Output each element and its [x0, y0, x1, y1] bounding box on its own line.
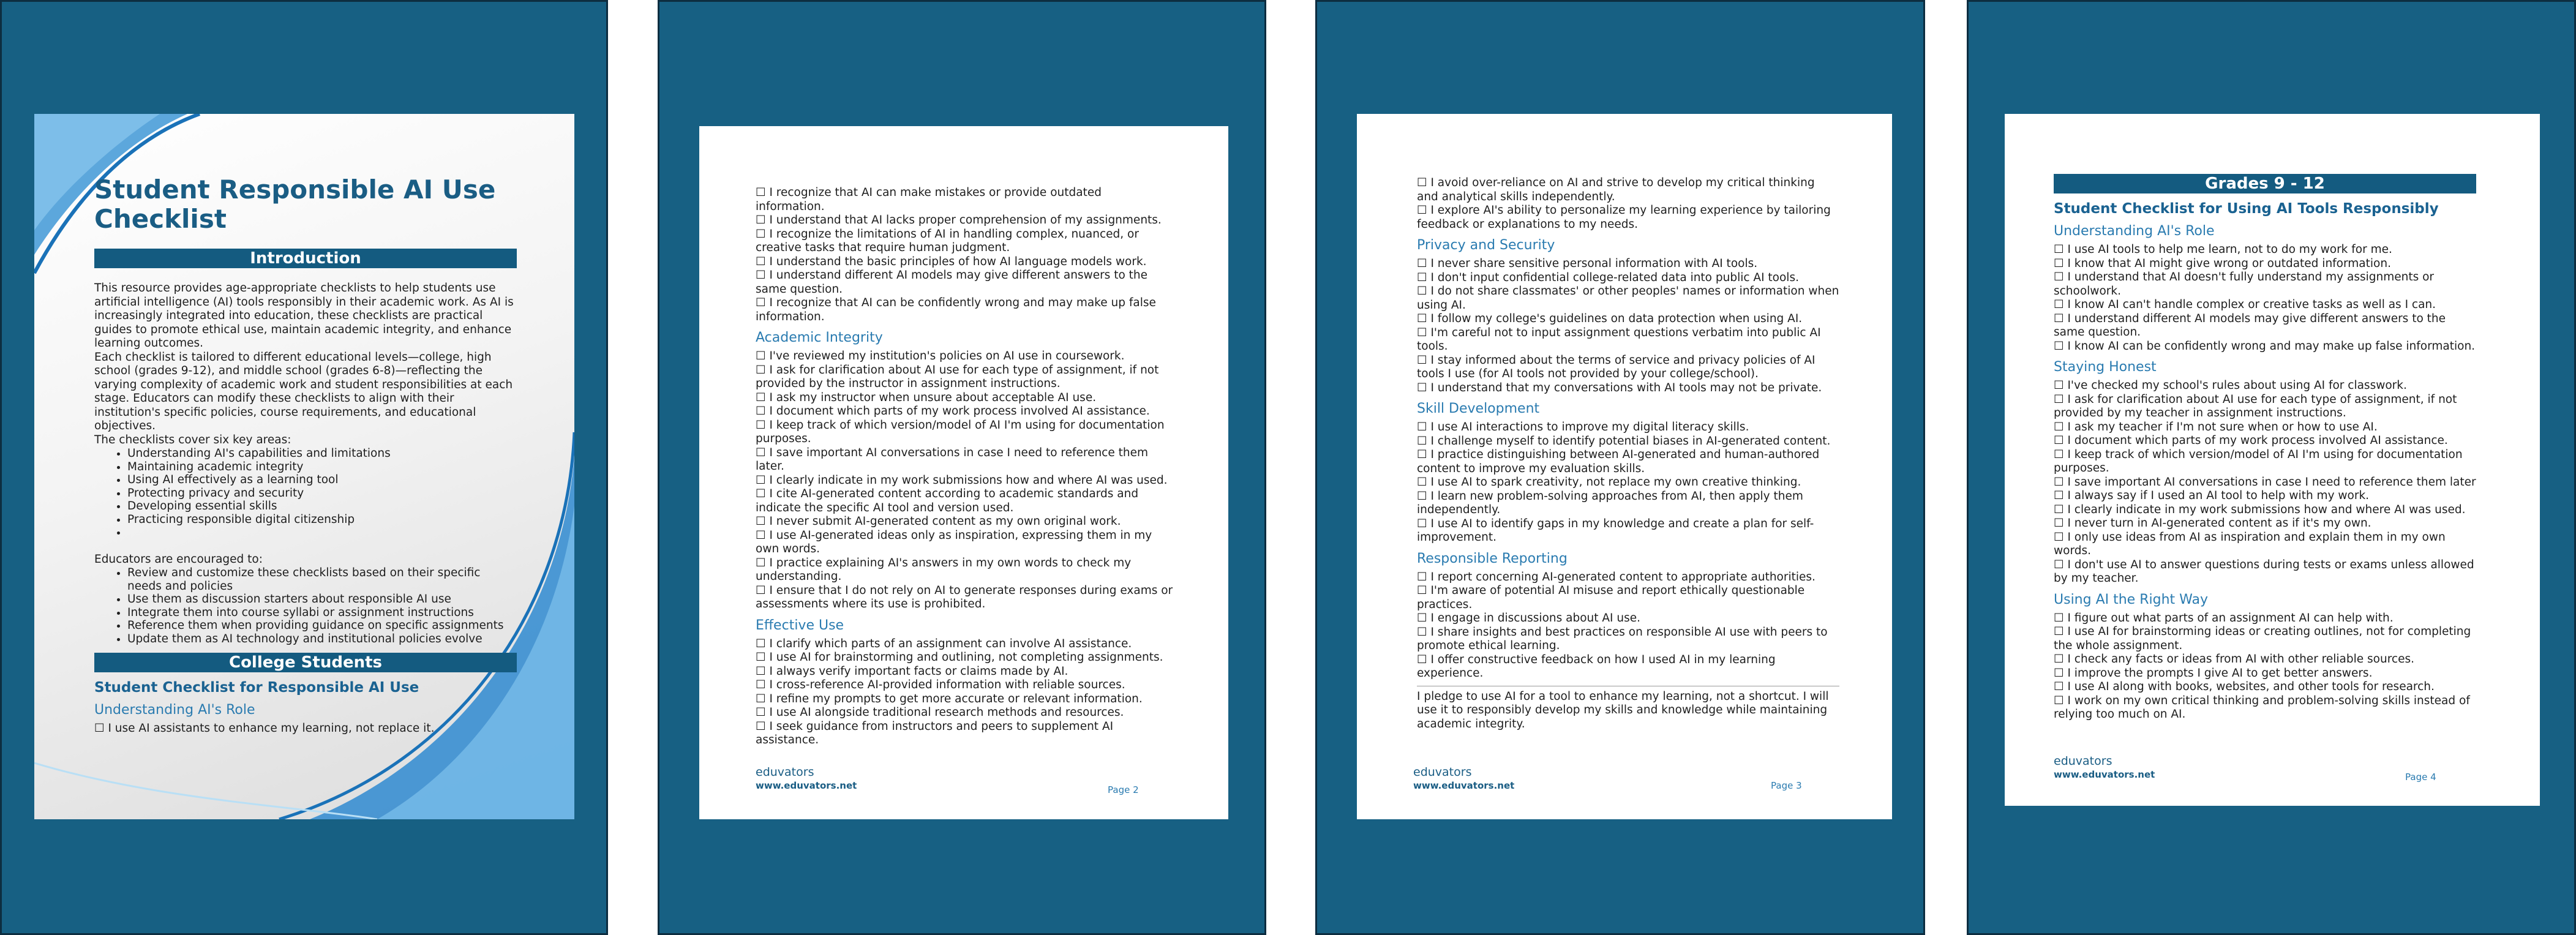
checklist-item: ☐ I ask for clarification about AI use for each type of assignment, if not provided by the instructor in assignment instructions. — [756, 363, 1159, 390]
section-heading-staying-honest: Staying Honest — [2054, 359, 2157, 375]
document-page-3 — [1357, 114, 1892, 819]
checklist-item: ☐ I don't use AI to answer questions during tests or exams unless allowed by my teacher. — [2054, 558, 2474, 585]
footer-logo — [1413, 765, 1514, 792]
checklist-item: ☐ I engage in discussions about AI use. — [1417, 612, 1641, 625]
document-page-1 — [34, 114, 574, 819]
checklist-item: ☐ I understand the basic principles of how AI language models work. — [756, 255, 1147, 268]
checklist-item: ☐ I use AI tools to help me learn, not to do my work for me. — [2054, 243, 2392, 256]
checklist-item: ☐ I'm aware of potential AI misuse and report ethically questionable practices. — [1417, 584, 1805, 611]
checklist-item: ☐ I've reviewed my institution's policies on AI use in coursework. — [756, 350, 1125, 362]
checklist-item: ☐ I recognize the limitations of AI in handling complex, nuanced, or creative tasks that require human judgment. — [756, 227, 1139, 254]
checklist-item: ☐ I check any facts or ideas from AI with other reliable sources. — [2054, 653, 2414, 666]
checklist-item: ☐ I stay informed about the terms of service and privacy policies of AI tools I use (for AI tools not provided by your college/school). — [1417, 353, 1816, 380]
list-item — [127, 526, 517, 539]
checklist-item: ☐ I seek guidance from instructors and peers to supplement AI assistance. — [756, 719, 1114, 746]
checklist-item: ☐ I recognize that AI can be confidently wrong and may make up false information. — [756, 296, 1156, 323]
list-item: • Developing essential skills — [127, 500, 517, 513]
list-item: • Using AI effectively as a learning tool — [127, 473, 517, 487]
footer-url: www.eduvators.net — [756, 780, 857, 791]
checklist-item: ☐ I save important AI conversations in case I need to reference them later — [2054, 475, 2476, 489]
list-item: • Use them as discussion starters about responsible AI use — [127, 593, 517, 606]
checklist-item: ☐ I cross-reference AI-provided information with reliable sources. — [756, 678, 1125, 691]
checklist-item: ☐ I clearly indicate in my work submissions how and where AI was used. — [2054, 503, 2466, 516]
checklist-item: ☐ I offer constructive feedback on how I used AI in my learning experience. — [1417, 653, 1776, 680]
checklist-item: ☐ I use AI along with books, websites, and other tools for research. — [2054, 680, 2435, 693]
pledge-text: I pledge to use AI for a tool to enhance my learning, not a shortcut. I will use it to responsibly develop my skills and knowledge while maintaining academic integrity. — [1417, 689, 1829, 730]
checklist-item: ☐ I understand that my conversations with AI tools may not be private. — [1417, 381, 1822, 394]
checklist-title: Student Checklist for Using AI Tools Responsibly — [2054, 201, 2439, 217]
checklist-item: ☐ I use AI to spark creativity, not replace my own creative thinking. — [1417, 476, 1801, 489]
checklist-item: ☐ I save important AI conversations in case I need to reference them later. — [756, 446, 1148, 473]
areas-intro: The checklists cover six key areas: — [94, 433, 291, 446]
footer-logo — [2054, 754, 2155, 781]
checklist-item: ☐ I keep track of which version/model of AI I'm using for documentation purposes. — [756, 418, 1165, 445]
list-item: • Maintaining academic integrity — [127, 460, 517, 474]
bottom-swoosh-line-2 — [34, 763, 377, 819]
section-heading-privacy-security: Privacy and Security — [1417, 238, 1555, 253]
checklist-item: ☐ I use AI interactions to improve my digital literacy skills. — [1417, 421, 1749, 434]
checklist-item: ☐ I improve the prompts I give AI to get better answers. — [2054, 666, 2373, 680]
document-page-4 — [2005, 114, 2540, 806]
checklist-item: ☐ I understand that AI doesn't fully understand my assignments or schoolwork. — [2054, 271, 2435, 298]
list-item: • Protecting privacy and security — [127, 487, 517, 500]
page-number: Page 3 — [1771, 780, 1802, 791]
checklist-item: ☐ I never share sensitive personal information with AI tools. — [1417, 257, 1758, 270]
checklist-item: ☐ I practice distinguishing between AI-generated and human-authored content to improve my evaluation skills. — [1417, 448, 1820, 475]
checklist-item: ☐ I understand that AI lacks proper comprehension of my assignments. — [756, 214, 1162, 227]
checklist-item: ☐ I share insights and best practices on responsible AI use with peers to promote ethical learning. — [1417, 625, 1828, 652]
checklist-item: ☐ I know AI can't handle complex or creative tasks as well as I can. — [2054, 298, 2436, 311]
checklist-item: ☐ I explore AI's ability to personalize my learning experience by tailoring feedback or explanations to my needs. — [1417, 204, 1831, 231]
checklist-item: ☐ I document which parts of my work process involved AI assistance. — [2054, 434, 2448, 447]
checklist-item: ☐ I know AI can be confidently wrong and may make up false information. — [2054, 339, 2476, 353]
section-bar-introduction: Introduction — [94, 249, 517, 268]
logo-text: eduvators — [756, 765, 814, 779]
checklist-item: ☐ I figure out what parts of an assignment AI can help with. — [2054, 611, 2394, 625]
list-item: • Integrate them into course syllabi or assignment instructions — [127, 606, 517, 620]
checklist-item: ☐ I know that AI might give wrong or outdated information. — [2054, 257, 2391, 270]
logo-text: eduvators — [1413, 765, 1472, 779]
checklist-item: ☐ I clarify which parts of an assignment can involve AI assistance. — [756, 637, 1132, 650]
list-item: • Reference them when providing guidance on specific assignments — [127, 619, 517, 633]
logo-text: eduvators — [2054, 754, 2112, 768]
section-heading-effective-use: Effective Use — [756, 617, 844, 633]
list-item: • Update them as AI technology and institutional policies evolve — [127, 633, 517, 646]
checklist-item: ☐ I recognize that AI can make mistakes or provide outdated information. — [756, 186, 1102, 213]
checklist-item: ☐ I clearly indicate in my work submissions how and where AI was used. — [756, 473, 1168, 487]
section-heading-academic-integrity: Academic Integrity — [756, 330, 883, 345]
checklist-title: Student Checklist for Responsible AI Use — [94, 680, 419, 696]
checklist-item: ☐ I'm careful not to input assignment questions verbatim into public AI tools. — [1417, 326, 1821, 353]
page-number: Page 4 — [2405, 772, 2436, 783]
checklist-item: ☐ I do not share classmates' or other peoples' names or information when using AI. — [1417, 285, 1839, 312]
footer-url: www.eduvators.net — [2054, 769, 2155, 780]
checklist-item: ☐ I only use ideas from AI as inspiration and explain them in my own words. — [2054, 530, 2446, 557]
list-item: • Understanding AI's capabilities and limitations — [127, 447, 517, 460]
intro-paragraph-1: This resource provides age-appropriate checklists to help students use artificial intelligence (AI) tools responsibly in their academic work. As AI is increasingly integrated into education, these checklists are practical guides to promote ethical use, maintain academic integrity, and enhance learning outcomes. — [94, 282, 514, 350]
list-item: • Review and customize these checklists based on their specific needs and policies — [127, 566, 517, 593]
checklist-item: ☐ I follow my college's guidelines on data protection when using AI. — [1417, 312, 1803, 325]
checklist-item: ☐ I don't input confidential college-related data into public AI tools. — [1417, 271, 1799, 284]
checklist-item: ☐ I never submit AI-generated content as my own original work. — [756, 515, 1121, 528]
checklist-item: ☐ I ask my instructor when unsure about acceptable AI use. — [756, 391, 1097, 404]
checklist-item: ☐ I cite AI-generated content according to academic standards and indicate the specific AI tool and version used. — [756, 487, 1139, 514]
intro-paragraph-2: Each checklist is tailored to different educational levels—college, high school (grades 9-12), and middle school (grades 6-8)—reflecting the varying complexity of academic work and student responsibilities at each stage. Educators can modify these checklists to align with their institution's specific policies, course requirements, and educational objectives. — [94, 350, 513, 432]
checklist-item: ☐ I ensure that I do not rely on AI to generate responses during exams or assessments where its use is prohibited. — [756, 584, 1173, 610]
section-heading: Understanding AI's Role — [94, 702, 255, 718]
checklist-item: ☐ I ask my teacher if I'm not sure when or how to use AI. — [2054, 420, 2378, 434]
educators-list — [94, 566, 517, 645]
checklist-item: ☐ I challenge myself to identify potential biases in AI-generated content. — [1417, 434, 1831, 448]
section-bar-grades: Grades 9 - 12 — [2054, 174, 2476, 193]
section-heading-ai-role: Understanding AI's Role — [2054, 223, 2215, 239]
section-heading-skill-development: Skill Development — [1417, 401, 1540, 416]
checklist-item: ☐ I refine my prompts to get more accurate or relevant information. — [756, 692, 1143, 705]
checklist-item: ☐ I ask for clarification about AI use for each type of assignment, if not provided by my teacher in assignment instructions. — [2054, 392, 2457, 419]
section-heading-responsible-reporting: Responsible Reporting — [1417, 550, 1568, 566]
checklist-item: ☐ I use AI for brainstorming and outlining, not completing assignments. — [756, 651, 1163, 664]
checklist-item: ☐ I never turn in AI-generated content as if it's my own. — [2054, 517, 2371, 530]
document-title: Student Responsible AI Use Checklist — [94, 175, 496, 234]
checklist-item: ☐ I learn new problem-solving approaches from AI, then apply them independently. — [1417, 489, 1803, 516]
footer-logo — [756, 765, 857, 792]
checklist-item: ☐ I use AI to identify gaps in my knowledge and create a plan for self-improvement. — [1417, 517, 1814, 544]
checklist-item: ☐ I keep track of which version/model of AI I'm using for documentation purposes. — [2054, 448, 2463, 475]
checklist-item: ☐ I work on my own critical thinking and problem-solving skills instead of relying too much on AI. — [2054, 694, 2470, 721]
checklist-item: ☐ I use AI alongside traditional research methods and resources. — [756, 706, 1124, 719]
educators-intro: Educators are encouraged to: — [94, 552, 263, 566]
checklist-item: ☐ I've checked my school's rules about using AI for classwork. — [2054, 379, 2407, 392]
checklist-item: ☐ I always verify important facts or claims made by AI. — [756, 664, 1068, 678]
checklist-item: ☐ I use AI assistants to enhance my learning, not replace it. — [94, 722, 435, 735]
footer-url: www.eduvators.net — [1413, 780, 1515, 791]
list-item: • Practicing responsible digital citizenship — [127, 513, 517, 527]
document-page-2 — [699, 126, 1228, 819]
checklist-item: ☐ I understand different AI models may give different answers to the same question. — [2054, 312, 2446, 339]
section-bar-college: College Students — [94, 653, 517, 672]
section-heading-right-way: Using AI the Right Way — [2054, 591, 2208, 607]
page-number: Page 2 — [1108, 784, 1139, 795]
checklist-item: ☐ I always say if I used an AI tool to help with my work. — [2054, 489, 2370, 502]
checklist-item: ☐ I practice explaining AI's answers in my own words to check my understanding. — [756, 556, 1132, 583]
checklist-item: ☐ I report concerning AI-generated content to appropriate authorities. — [1417, 570, 1816, 584]
checklist-item: ☐ I understand different AI models may give different answers to the same question. — [756, 269, 1148, 296]
checklist-item: ☐ I use AI for brainstorming ideas or creating outlines, not for completing the whole assignment. — [2054, 625, 2471, 652]
key-areas-list — [94, 447, 517, 539]
checklist-item: ☐ I avoid over-reliance on AI and strive to develop my critical thinking and analytical skills independently. — [1417, 176, 1815, 203]
checklist-item: ☐ I document which parts of my work process involved AI assistance. — [756, 405, 1150, 418]
checklist-item: ☐ I use AI-generated ideas only as inspiration, expressing them in my own words. — [756, 528, 1152, 555]
